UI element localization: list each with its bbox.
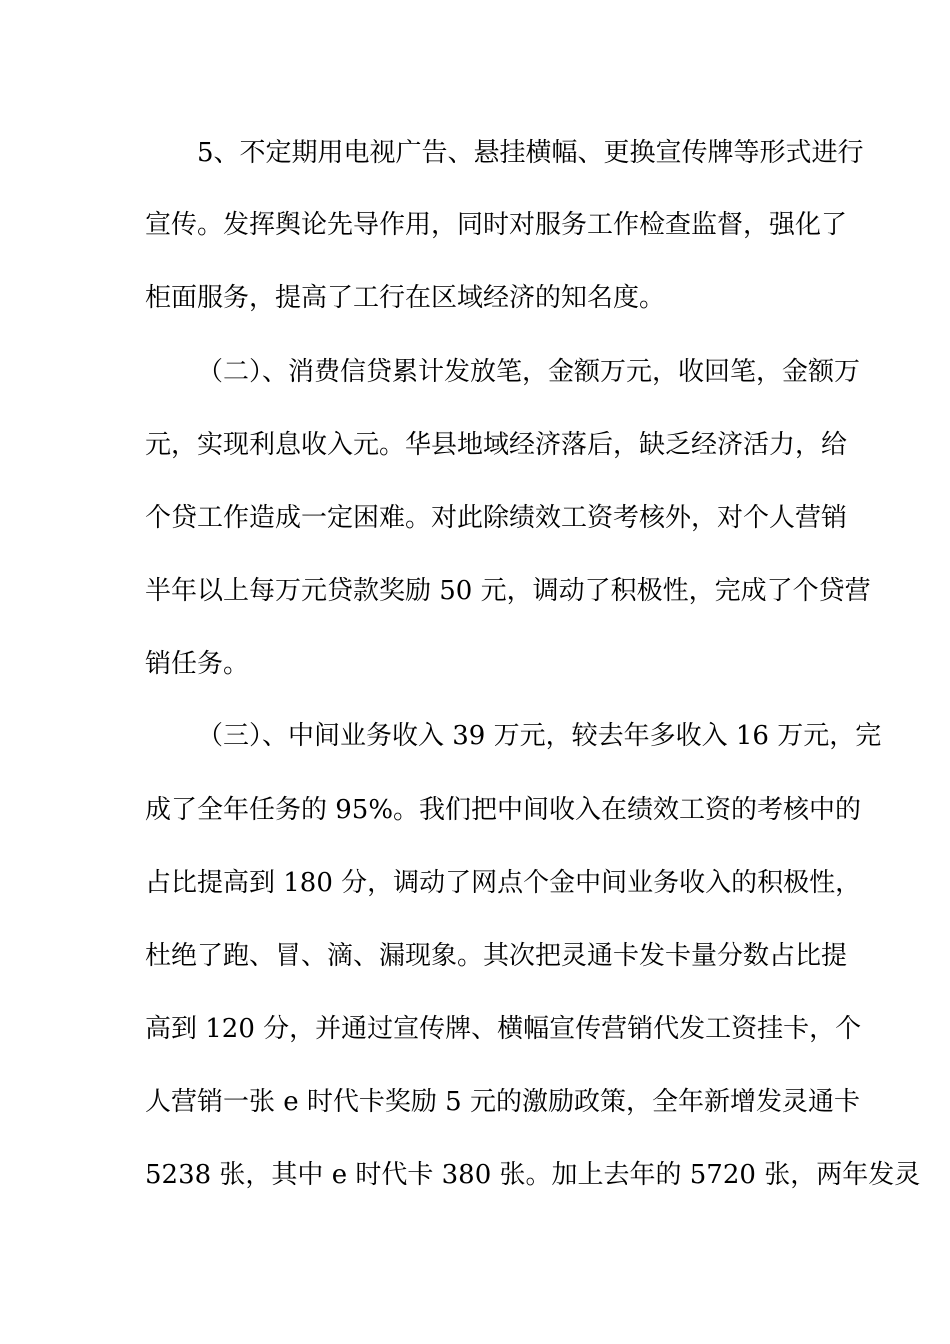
- text-line: 宣传。发挥舆论先导作用，同时对服务工作检查监督，强化了: [145, 210, 848, 240]
- text-line: （三）、中间业务收入 39 万元，较去年多收入 16 万元，完: [197, 721, 882, 751]
- text-line: （二）、消费信贷累计发放笔，金额万元，收回笔，金额万: [197, 357, 861, 387]
- text-line: 成了全年任务的 95%。我们把中间收入在绩效工资的考核中的: [145, 795, 862, 825]
- text-line: 柜面服务，提高了工行在区域经济的知名度。: [145, 283, 666, 313]
- text-line: 销任务。: [145, 649, 250, 679]
- text-line: 高到 120 分，并通过宣传牌、横幅宣传营销代发工资挂卡，个: [145, 1014, 862, 1044]
- text-line: 杜绝了跑、冒、滴、漏现象。其次把灵通卡发卡量分数占比提: [145, 941, 848, 971]
- text-line: 人营销一张 e 时代卡奖励 5 元的激励政策，全年新增发灵通卡: [145, 1087, 860, 1117]
- text-line: 个贷工作造成一定困难。对此除绩效工资考核外，对个人营销: [145, 503, 848, 533]
- text-line: 元，实现利息收入元。华县地域经济落后，缺乏经济活力，给: [145, 430, 848, 460]
- text-line: 5、不定期用电视广告、悬挂横幅、更换宣传牌等形式进行: [197, 138, 864, 168]
- text-line: 占比提高到 180 分，调动了网点个金中间业务收入的积极性，: [145, 868, 862, 898]
- text-line: 半年以上每万元贷款奖励 50 元，调动了积极性，完成了个贷营: [145, 576, 871, 606]
- text-line: 5238 张，其中 e 时代卡 380 张。加上去年的 5720 张，两年发灵: [145, 1160, 921, 1190]
